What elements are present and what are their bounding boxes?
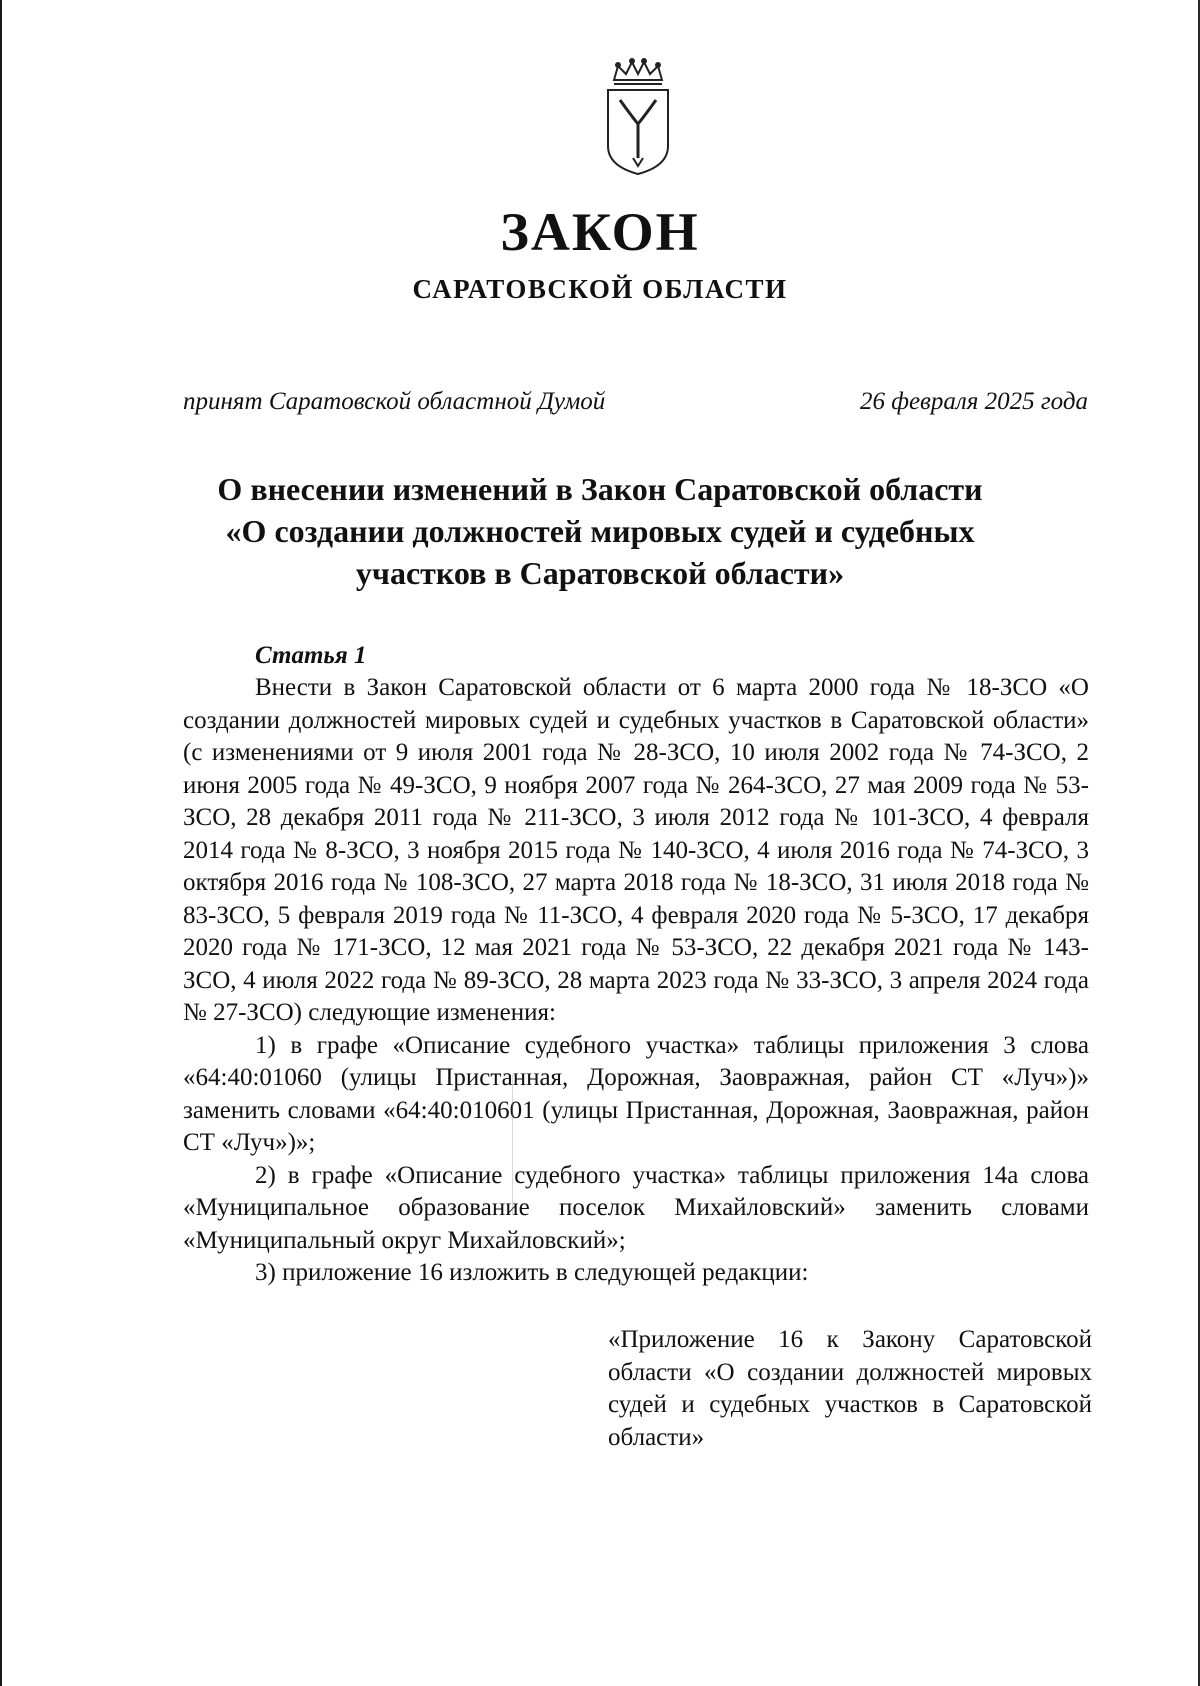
law-subtitle: САРАТОВСКОЙ ОБЛАСТИ: [412, 274, 788, 304]
article-intro-paragraph: Внести в Закон Саратовской области от 6 марта 2000 года № 18-ЗСО «О создании должностей мировых судей и судебных участков в Саратовской области» (с изменениями от 9 июля 2001 года № 28-ЗСО, 10 июля 2002 года № 74-ЗСО, 2 июня 2005 года № 49-ЗСО, 9 ноября 2007 года № 264-ЗСО, 27 мая 2009 года № 53-ЗСО, 28 декабря 2011 года № 211-ЗСО, 3 июля 2012 года № 101-ЗСО, 4 февраля 2014 года № 8-ЗСО, 3 ноября 2015 года № 140-ЗСО, 4 июля 2016 года № 74-ЗСО, 3 октября 2016 года № 108-ЗСО, 27 марта 2018 года № 18-ЗСО, 31 июля 2018 года № 83-ЗСО, 5 февраля 2019 года № 11-ЗСО, 4 февраля 2020 года № 5-ЗСО, 17 декабря 2020 года № 171-ЗСО, 12 мая 2021 года № 53-ЗСО, 22 декабря 2021 года № 143-ЗСО, 4 июля 2022 года № 89-ЗСО, 28 марта 2023 года № 33-ЗСО, 3 апреля 2024 года № 27-ЗСО) следующие изменения:: [183, 674, 1089, 1026]
scan-artifact-line: [512, 1075, 513, 1215]
article-body: [183, 672, 1089, 1290]
document-heading: [150, 468, 1050, 594]
law-title: ЗАКОН: [500, 202, 700, 262]
appendix-reference: «Приложение 16 к Закону Саратовской области «О создании должностей мировых судей и судебных участков в Саратовской области»: [608, 1326, 1092, 1451]
amendment-item-3: 3) приложение 16 изложить в следующей редакции:: [255, 1259, 809, 1286]
coat-of-arms-icon: [600, 58, 676, 178]
heading-line: «О создании должностей мировых судей и судебных: [225, 513, 975, 549]
article-title: Статья 1: [255, 642, 367, 669]
heading-line: участков в Саратовской области»: [355, 555, 845, 591]
amendment-item-2: 2) в графе «Описание судебного участка» таблицы приложения 14а слова «Муниципальное образование поселок Михайловский» заменить словами «Муниципальный округ Михайловский»;: [183, 1161, 1089, 1254]
heading-line: О внесении изменений в Закон Саратовской области: [217, 471, 983, 507]
adoption-text: принят Саратовской областной Думой: [183, 388, 606, 415]
amendment-item-1: 1) в графе «Описание судебного участка» таблицы приложения 3 слова «64:40:01060 (улицы Пристанная, Дорожная, Заовражная, район СТ «Луч»)» заменить словами «64:40:010601 (улицы Пристанная, Дорожная, Заовражная, район СТ «Луч»)»;: [183, 1031, 1089, 1156]
adoption-date: 26 февраля 2025 года: [859, 388, 1088, 415]
